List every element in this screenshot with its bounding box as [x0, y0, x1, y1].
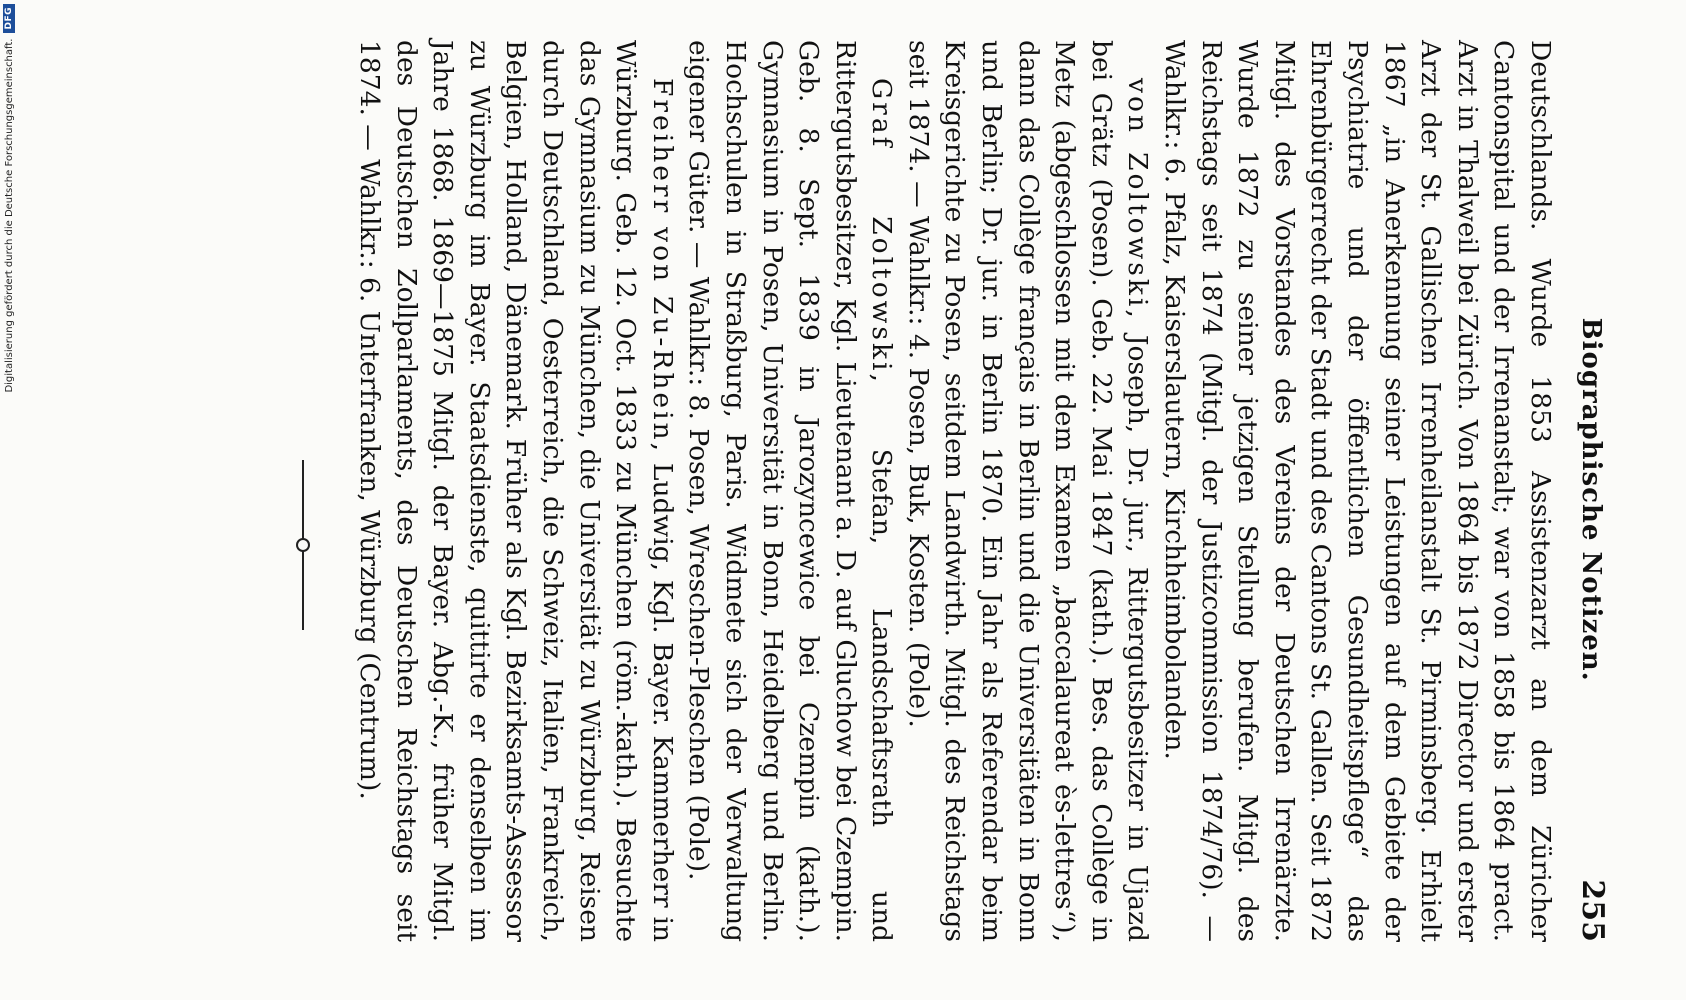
credit-text: Digitalisierung gefördert durch die Deutsche Forschungsgemeinschaft. — [3, 38, 15, 393]
separator-ornament — [296, 538, 310, 552]
page-header — [1574, 40, 1632, 942]
running-title: Biographische Notizen. — [1576, 317, 1606, 682]
entry-paragraph — [350, 40, 679, 942]
entry-stefan-zoltowski — [680, 40, 900, 942]
page-body — [350, 40, 1558, 942]
entry-paragraph — [680, 40, 900, 942]
section-separator — [278, 40, 328, 942]
entry-text: Deutschlands. Wurde 1853 Assistenzarzt an dem Züricher Cantonspital und der Irrenanstalt; war von 1858 bis 1864 pract. Arzt in Thalweil bei Zürich. Von 1864 bis 1872 Director und erster Arzt der St. Gallischen Irrenheilanstalt St. Pirminsberg. Erhielt 1867 „in Anerkennung seiner Leistungen auf dem Gebiete der Psychiatrie und der öffentlichen Gesundheitspflege“ das Ehrenbürgerrecht der Stadt und des Cantons St. Gallen. Seit 1872 Mitgl. des Vorstandes des Vereins der Deutschen Irrenärzte. Wurde 1872 zu seiner jetzigen Stellung berufen. Mitgl. des Reichstags seit 1874 (Mitgl. der Justizcommission 1874/76). — Wahlkr.: 6. Pfalz, Kaiserslautern, Kirchheimbolanden. — [1159, 40, 1556, 942]
dfg-logo: DFG — [3, 4, 15, 33]
entry-name: Graf Zoltowski, — [866, 78, 898, 385]
entry-name: Freiherr von Zu-Rhein, — [646, 78, 678, 455]
entry-text: Stefan, Landschaftsrath und Rittergutsbesitzer, Kgl. Lieutenant a. D. auf Gluchow bei Czempin. Geb. 8. Sept. 1839 in Jarozyncewice bei Czempin (kath.). Gymnasium in Posen, Universität in Bonn, Heidelberg und Berlin. Hochschulen in Straßburg, Paris. Widmete sich der Verwaltung eigener Güter. — Wahlkr.: 8. Posen, Wreschen-Pleschen (Pole). — [683, 40, 898, 942]
entry-text: Joseph, Dr. jur., Rittergutsbesitzer in Ujazd bei Grätz (Posen). Geb. 22. Mai 1847 (kath.). Bes. das Collège in Metz (abgeschlossen mit dem Examen „baccalaureat ès-lettres“), dann das Collège français in Berlin und die Universitäten in Bonn und Berlin; Dr. jur. in Berlin 1870. Ein Jahr als Referendar beim Kreisgerichte zu Posen, seitdem Landwirth. Mitgl. des Reichstags seit 1874. — Wahlkr.: 4. Posen, Buk, Kosten. (Pole). — [902, 40, 1154, 942]
book-page — [72, 0, 1632, 1000]
entry-paragraph — [899, 40, 1155, 942]
entry-name: von Zoltowski, — [1122, 78, 1154, 321]
entry-text: Ludwig, Kgl. Bayer. Kammerherr in Würzburg. Geb. 12. Oct. 1833 zu München (röm.-kath.). Besuchte das Gymnasium zu München, die Universität zu Würzburg, Reisen durch Deutschland, Oesterreich, die Schweiz, Italien, Frankreich, Belgien, Holland, Dänemark. Früher als Kgl. Bezirksamts-Assessor zu Würzburg im Bayer. Staatsdienste, quittirte er denselben im Jahre 1868. 1869—1875 Mitgl. der Bayer. Abg.-K., früher Mitgl. des Deutschen Zollparlaments, des Deutschen Reichstags seit 1874. — Wahlkr.: 6. Unterfranken, Würzburg (Centrum). — [354, 40, 678, 942]
page-number: 255 — [1575, 879, 1610, 942]
entry-ludwig-zu-rhein — [350, 40, 679, 942]
entry-joseph-zoltowski — [899, 40, 1155, 942]
digitization-credit — [0, 0, 18, 1000]
entry-continued — [1155, 40, 1558, 942]
